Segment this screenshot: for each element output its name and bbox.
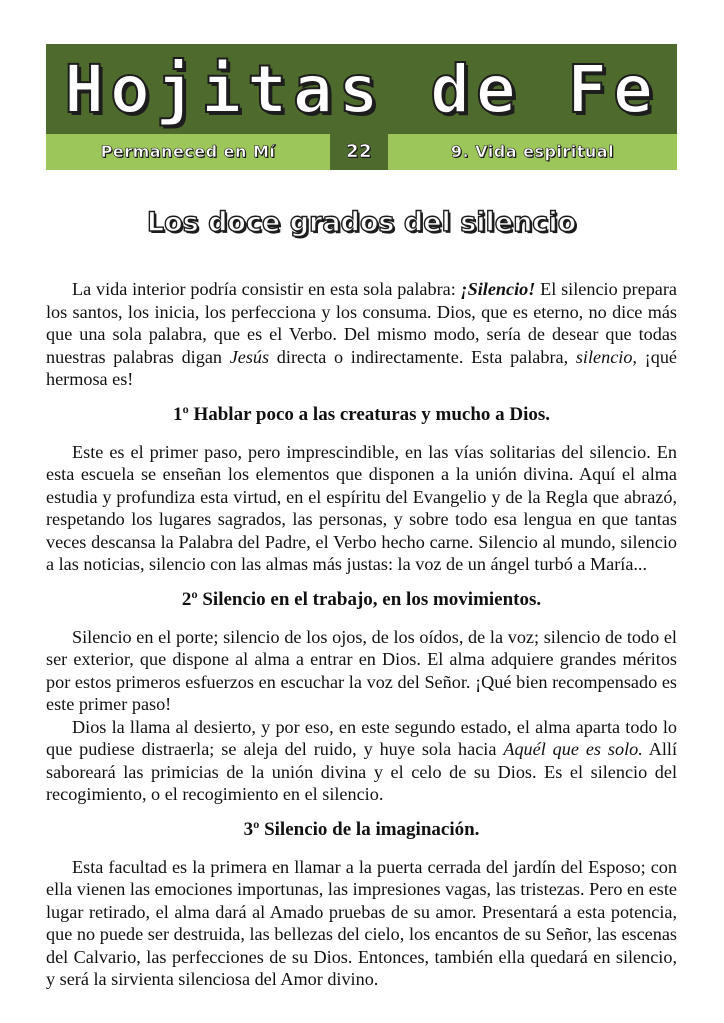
text-run: ¡qué hermosa es! bbox=[46, 346, 677, 389]
header-subbar bbox=[46, 134, 677, 170]
section-1-paragraph: Este es el primer paso, pero imprescindible, en las vías solitarias del silencio. En esta escuela se enseñan los elementos que disponen a la unión divina. Aquí el alma estudia y profundiza esta virtud, en el espíritu del Evangelio y de la Regla que abrazó, respetando los lugares sagrados, las personas, y sobre todo esa lengua en que tantas veces descansa la Palabra del Padre, el Verbo hecho carne. Silencio al mundo, silencio a las noticias, silencio con las almas más justas: la voz de un ángel turbó a María... bbox=[46, 441, 677, 574]
header-banner bbox=[46, 44, 677, 170]
article-body bbox=[46, 278, 677, 991]
intro-paragraph bbox=[46, 278, 677, 391]
text-run: Dios la llama al desierto, y por eso, en este segundo estado, el alma aparta todo lo que pudiese distraerla; se aleja del ruido, y huye sola hacia bbox=[46, 716, 677, 759]
issue-number: 22 bbox=[330, 134, 388, 170]
article-title: Los doce grados del silencio bbox=[146, 207, 577, 238]
section-heading-3: 3º Silencio de la imaginación. bbox=[243, 818, 480, 840]
emphasis: ¡Silencio! bbox=[460, 279, 536, 299]
section-heading-2: 2º Silencio en el trabajo, en los movimientos. bbox=[181, 588, 542, 610]
section-label: 9. Vida espiritual bbox=[450, 142, 615, 161]
emphasis: Jesús bbox=[229, 346, 270, 367]
section-heading-1: 1º Hablar poco a las creaturas y mucho a Dios. bbox=[172, 403, 551, 425]
text-run: La vida interior podría consistir en esta sola palabra: bbox=[72, 279, 461, 299]
text-run: El silencio prepara los santos, los inicia, los perfecciona y los consuma. Dios, que es eterno, no dice más que una sola palabra, que es el Verbo. Del mismo modo, sería de desear que todas nuestras palabras digan bbox=[46, 279, 677, 367]
emphasis: silencio, bbox=[575, 346, 637, 367]
emphasis: Aquél que es solo. bbox=[503, 739, 643, 759]
section-2-paragraph-1: Silencio en el porte; silencio de los ojos, de los oídos, de la voz; silencio de todo el ser exterior, que dispone al alma a entrar en Dios. El alma adquiere grandes méritos por estos primeros esfuerzos en escuchar la voz del Señor. ¡Qué bien recompensado es este primer paso! bbox=[46, 626, 677, 714]
text-run: directa o indirectamente. Esta palabra, bbox=[269, 346, 576, 367]
publication-title: Hojitas de Fe bbox=[64, 51, 659, 128]
text-run: Allí saboreará las primicias de la unión divina y el celo de su Dios. Es el silencio del recogimiento, o el recogimiento en el silencio. bbox=[46, 739, 678, 804]
section-3-paragraph: Esta facultad es la primera en llamar a la puerta cerrada del jardín del Esposo; con ella vienen las emociones importunas, las impresiones vagas, las tristezas. Pero en este lugar retirado, el alma dará al Amado pruebas de su amor. Presentará a esta potencia, que no puede ser destruida, las bellezas del cielo, los encantos de su Señor, las escenas del Calvario, las perfecciones de su Dios. Entonces, también ella quedará en silencio, y será la sirvienta silenciosa del Amor divino. bbox=[46, 856, 677, 989]
series-label: Permaneced en Mí bbox=[100, 142, 276, 161]
section-2-paragraph-2 bbox=[46, 716, 677, 806]
